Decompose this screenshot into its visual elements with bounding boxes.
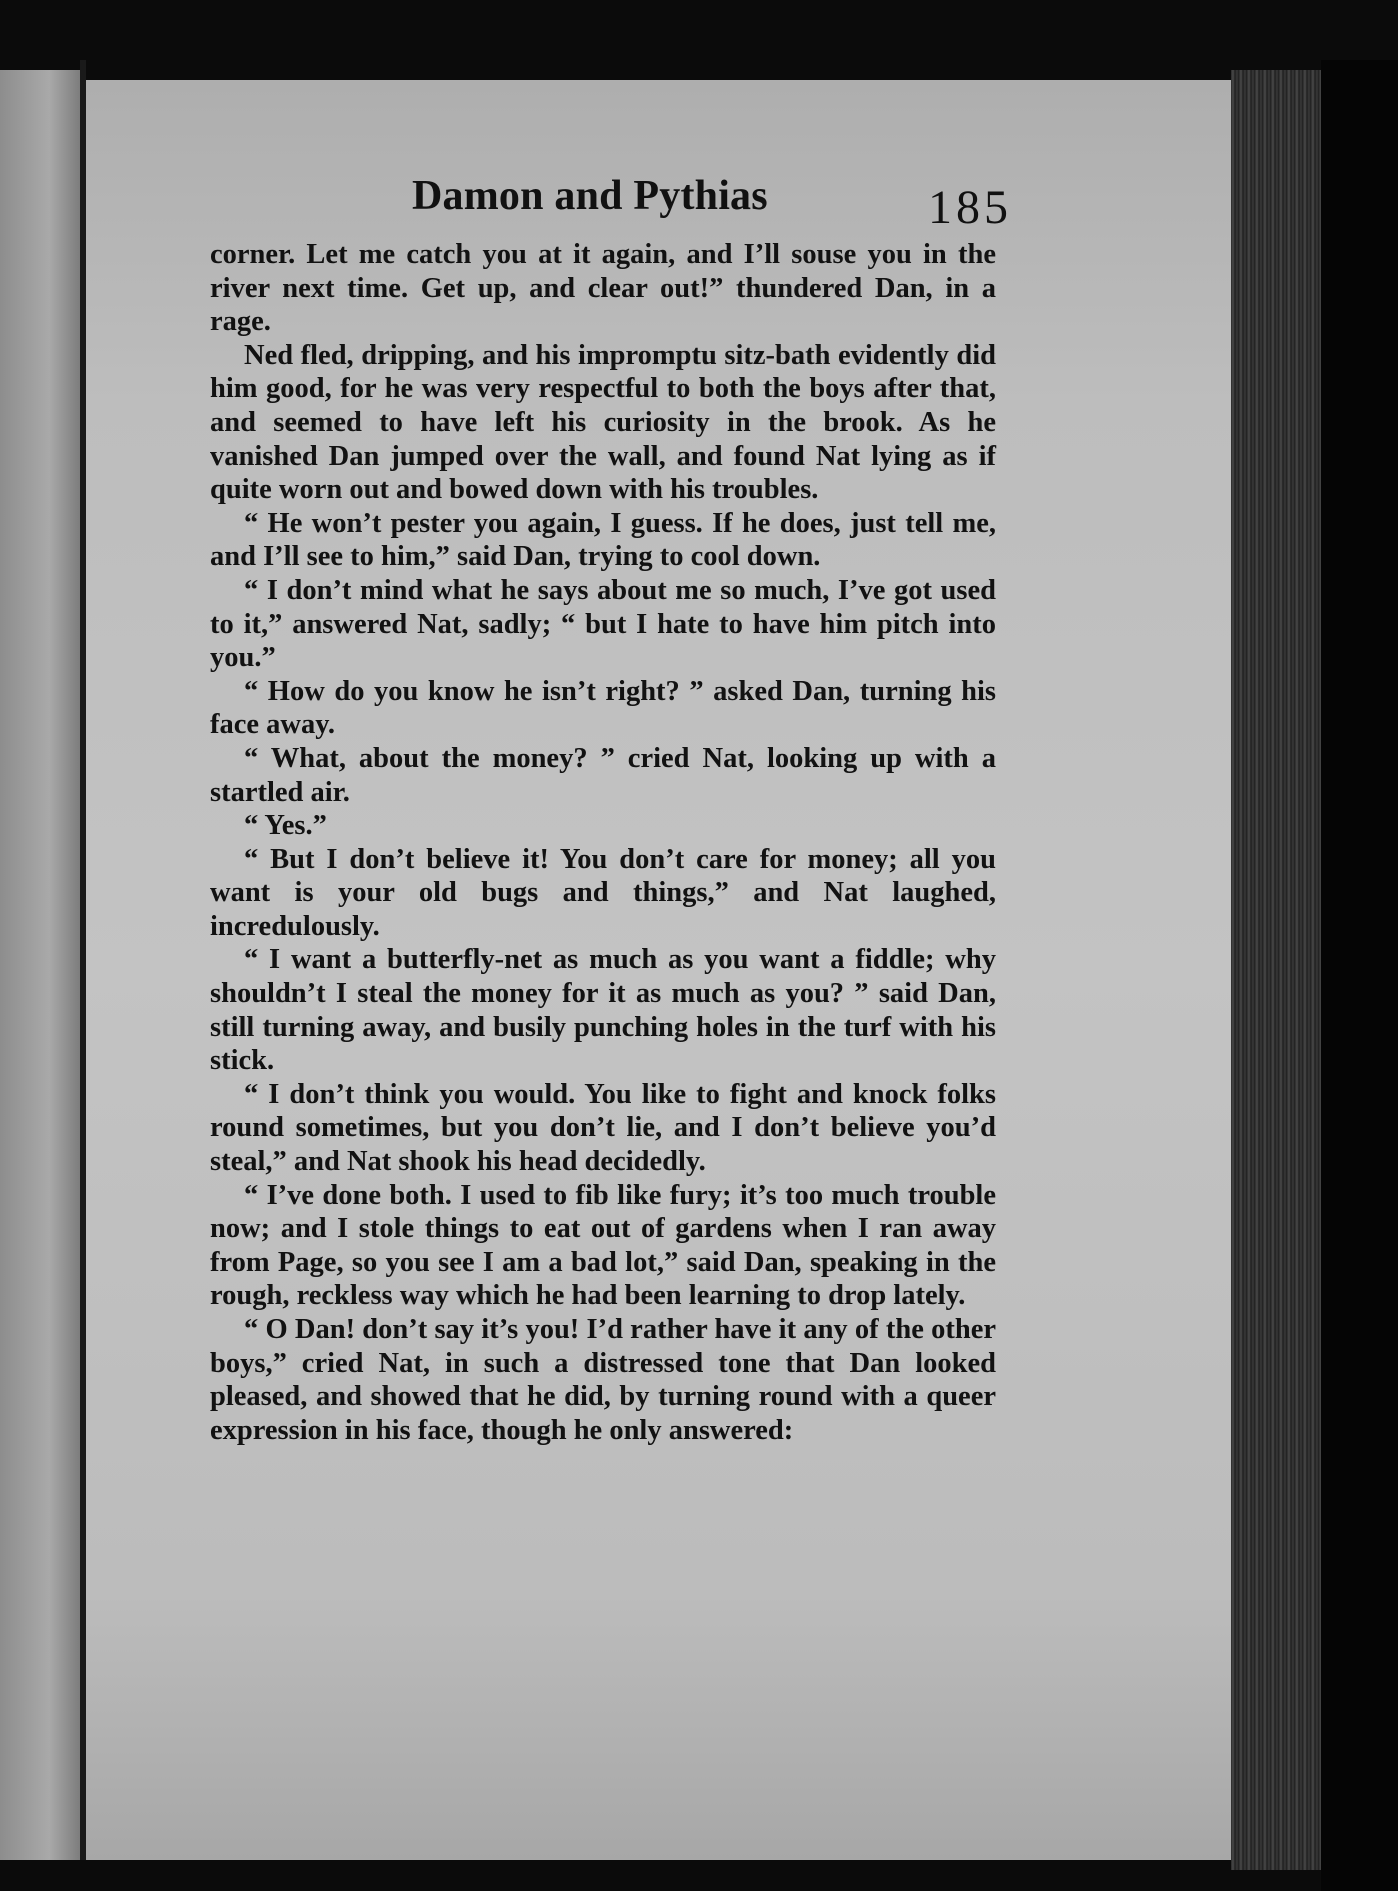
paragraph: corner. Let me catch you at it again, and I’ll souse you in the river next time. Get up, and clear out!” thundered Dan, in a rage. <box>210 239 996 338</box>
paragraph: “ He won’t pester you again, I guess. If he does, just tell me, and I’ll see to him,” said Dan, trying to cool down. <box>210 507 996 573</box>
paragraph: “ I’ve done both. I used to fib like fury; it’s too much trouble now; and I stole things to eat out of gardens when I ran away from Page, so you see I am a bad lot,” said Dan, speaking in the rough, reckless way which he had been learning to drop lately. <box>210 1179 996 1312</box>
paragraph: “ O Dan! don’t say it’s you! I’d rather have it any of the other boys,” cried Nat, in such a distressed tone that Dan looked pleased, and showed that he did, by turning round with a queer expression in his face, though he only answered: <box>210 1314 996 1446</box>
facing-page-edge <box>0 70 82 1860</box>
background-shadow <box>1321 60 1398 1891</box>
paragraph: “ But I don’t believe it! You don’t care for money; all you want is your old bugs and things,” and Nat laughed, incredulously. <box>210 843 996 942</box>
paragraph: “ How do you know he isn’t right? ” asked Dan, turning his face away. <box>210 675 996 741</box>
running-head: Damon and Pythias <box>412 173 768 219</box>
paragraph: “ I want a butterfly-net as much as you want a fiddle; why shouldn’t I steal the money for it as much as you? ” said Dan, still turning away, and busily punching holes in the turf with his stick. <box>210 944 996 1077</box>
paragraph: “ What, about the money? ” cried Nat, looking up with a startled air. <box>210 742 996 808</box>
paragraph: Ned fled, dripping, and his impromptu sitz-bath evidently did him good, for he was very respectful to both the boys after that, and seemed to have left his curiosity in the brook. As he vanished Dan jumped over the wall, and found Nat lying as if quite worn out and bowed down with his troubles. <box>210 339 996 506</box>
page-number: 185 <box>928 181 1012 234</box>
paragraph: “ I don’t think you would. You like to fight and knock folks round sometimes, but you don’t lie, and I don’t believe you’d steal,” and Nat shook his head decidedly. <box>210 1078 996 1178</box>
body-text <box>210 238 996 1447</box>
paragraph: “ Yes.” <box>244 810 327 842</box>
page-edges-stack <box>1231 70 1321 1870</box>
paragraph: “ I don’t mind what he says about me so much, I’ve got used to it,” answered Nat, sadly; “ but I hate to have him pitch into you.” <box>210 574 996 674</box>
